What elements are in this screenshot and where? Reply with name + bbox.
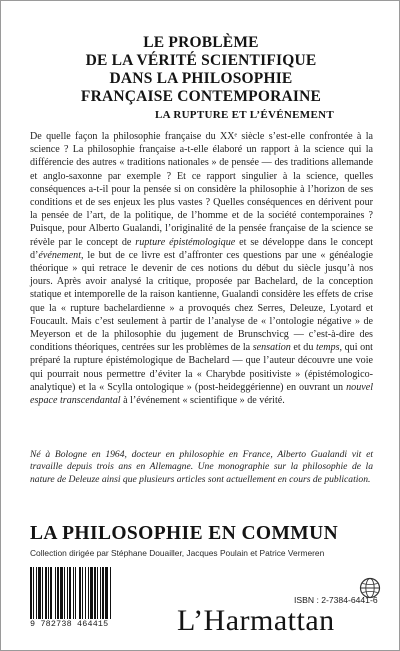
barcode-bar (73, 567, 74, 619)
title-line-4: FRANÇAISE CONTEMPORAINE (80, 88, 322, 105)
barcode-bar (45, 567, 47, 619)
barcode-bar (85, 567, 86, 619)
summary-emphasis: événement (38, 249, 82, 261)
title-line-3: DANS LA PHILOSOPHIE (109, 70, 293, 87)
summary-part: De quelle façon la philosophie française du XXᵉ siècle s’est-elle confrontée à la science ? La philosophie française a-t-elle élaboré un rapport à la science qui la différencie des autres « traditions nationales » de pensée — des traditions allemande et anglo-saxonne par exemple ? Et ce rapport singulier à la science, quelles conséquences a-t-il pour la pensée si on considère la philosophie à l’horizon de ses conditions et de ses enjeux les plus vastes ? Quelles conséquences en dérivent pour la pensée de l’art, de la politique, de l’homme et de la société contemporaines ? Puisque, pour Alberto Gualandi, l’originalité de la pensée française de la science se révèle par le concept de (30, 131, 373, 248)
barcode-bar (30, 567, 32, 619)
title-line-1: LE PROBLÈME (143, 34, 259, 51)
summary-part: et se développe dans le concept d’ (30, 236, 373, 261)
barcode-icon (30, 567, 148, 619)
barcode-bar (36, 567, 37, 619)
summary-emphasis: temps (315, 342, 340, 354)
barcode-bar (102, 567, 104, 619)
barcode-bar (60, 567, 63, 619)
barcode-bar (57, 567, 59, 619)
summary-emphasis: rupture épistémologique (135, 236, 236, 248)
author-bio-text: Né à Bologne en 1964, docteur en philosophie en France, Alberto Gualandi vit et travaille depuis trois ans en Allemagne. Une monographie sur la philosophie de la nature de Deleuze ainsi que plusieurs articles sont actuellement en cours de publication. (30, 449, 373, 485)
summary-emphasis: nouvel espace transcendantal (30, 381, 373, 407)
barcode-number: 9 782738 464415 (30, 619, 109, 629)
barcode-bar (100, 567, 101, 619)
barcode-bar (38, 567, 41, 619)
barcode-bar (90, 567, 93, 619)
isbn: ISBN : 2-7384-6441-6 (294, 595, 378, 605)
barcode-bar (48, 567, 49, 619)
author-bio (30, 449, 373, 486)
barcode-bar (67, 567, 68, 619)
globe-icon (359, 577, 381, 599)
barcode-bar (69, 567, 71, 619)
barcode-bar (33, 567, 34, 619)
barcode-bar (88, 567, 89, 619)
publisher-logo: L’Harmattan (177, 604, 335, 637)
barcode-bar (42, 567, 43, 619)
barcode-bar (55, 567, 56, 619)
title-line-2: DE LA VÉRITÉ SCIENTIFIQUE (85, 52, 317, 69)
barcode-bar (50, 567, 52, 619)
summary-emphasis: sensation (252, 342, 291, 354)
summary-part: et du (290, 342, 316, 354)
summary-paragraph (30, 130, 373, 407)
barcode-bar (94, 567, 96, 619)
book-title (1, 34, 400, 106)
collection-directors: Collection dirigée par Stéphane Douailler, Jacques Poulain et Patrice Vermeren (30, 548, 325, 558)
barcode-bar (64, 567, 65, 619)
summary-text (30, 130, 373, 407)
collection-title: LA PHILOSOPHIE EN COMMUN (30, 523, 339, 544)
barcode-bar (105, 567, 108, 619)
summary-part: , le but de ce livre est d’affronter ces questions par une « généalogie théorique » qui retrace le devenir de ces notions du début du siècle jusqu’à nos jours. Après avoir analysé la critique, proposée par Bachelard, de la conception statique et intemporelle de la raison kantienne, Gualandi considère les effets de crise que la « rupture bachelardienne » a provoqués chez Serres, Deleuze, Lyotard et Foucault. Mais c’est seulement à partir de l’analyse de « l’ontologie négative » de Meyerson et de la philosophie du jugement de Brunschvicg — c’est-à-dire des conditions théoriques, centrées sur les problèmes de la (30, 249, 373, 354)
summary-part: à l’événement « scientifique » de vérité. (120, 395, 285, 407)
barcode-bar (110, 567, 111, 619)
barcode-bar (82, 567, 83, 619)
barcode-bar (75, 567, 76, 619)
barcode-bar (97, 567, 98, 619)
barcode-bar (79, 567, 81, 619)
summary-part: , qui ont préparé la rupture épistémologique de Bachelard — que l’auteur découvre une voie qui pourrait nous permettre d’éviter la « Charybde positiviste » (épistémologico-analytique) et la « Scylla ontologique » (post-heideggérienne) en ouvrant un (30, 342, 373, 393)
book-subtitle: LA RUPTURE ET L’ÉVÉNEMENT (155, 109, 334, 121)
